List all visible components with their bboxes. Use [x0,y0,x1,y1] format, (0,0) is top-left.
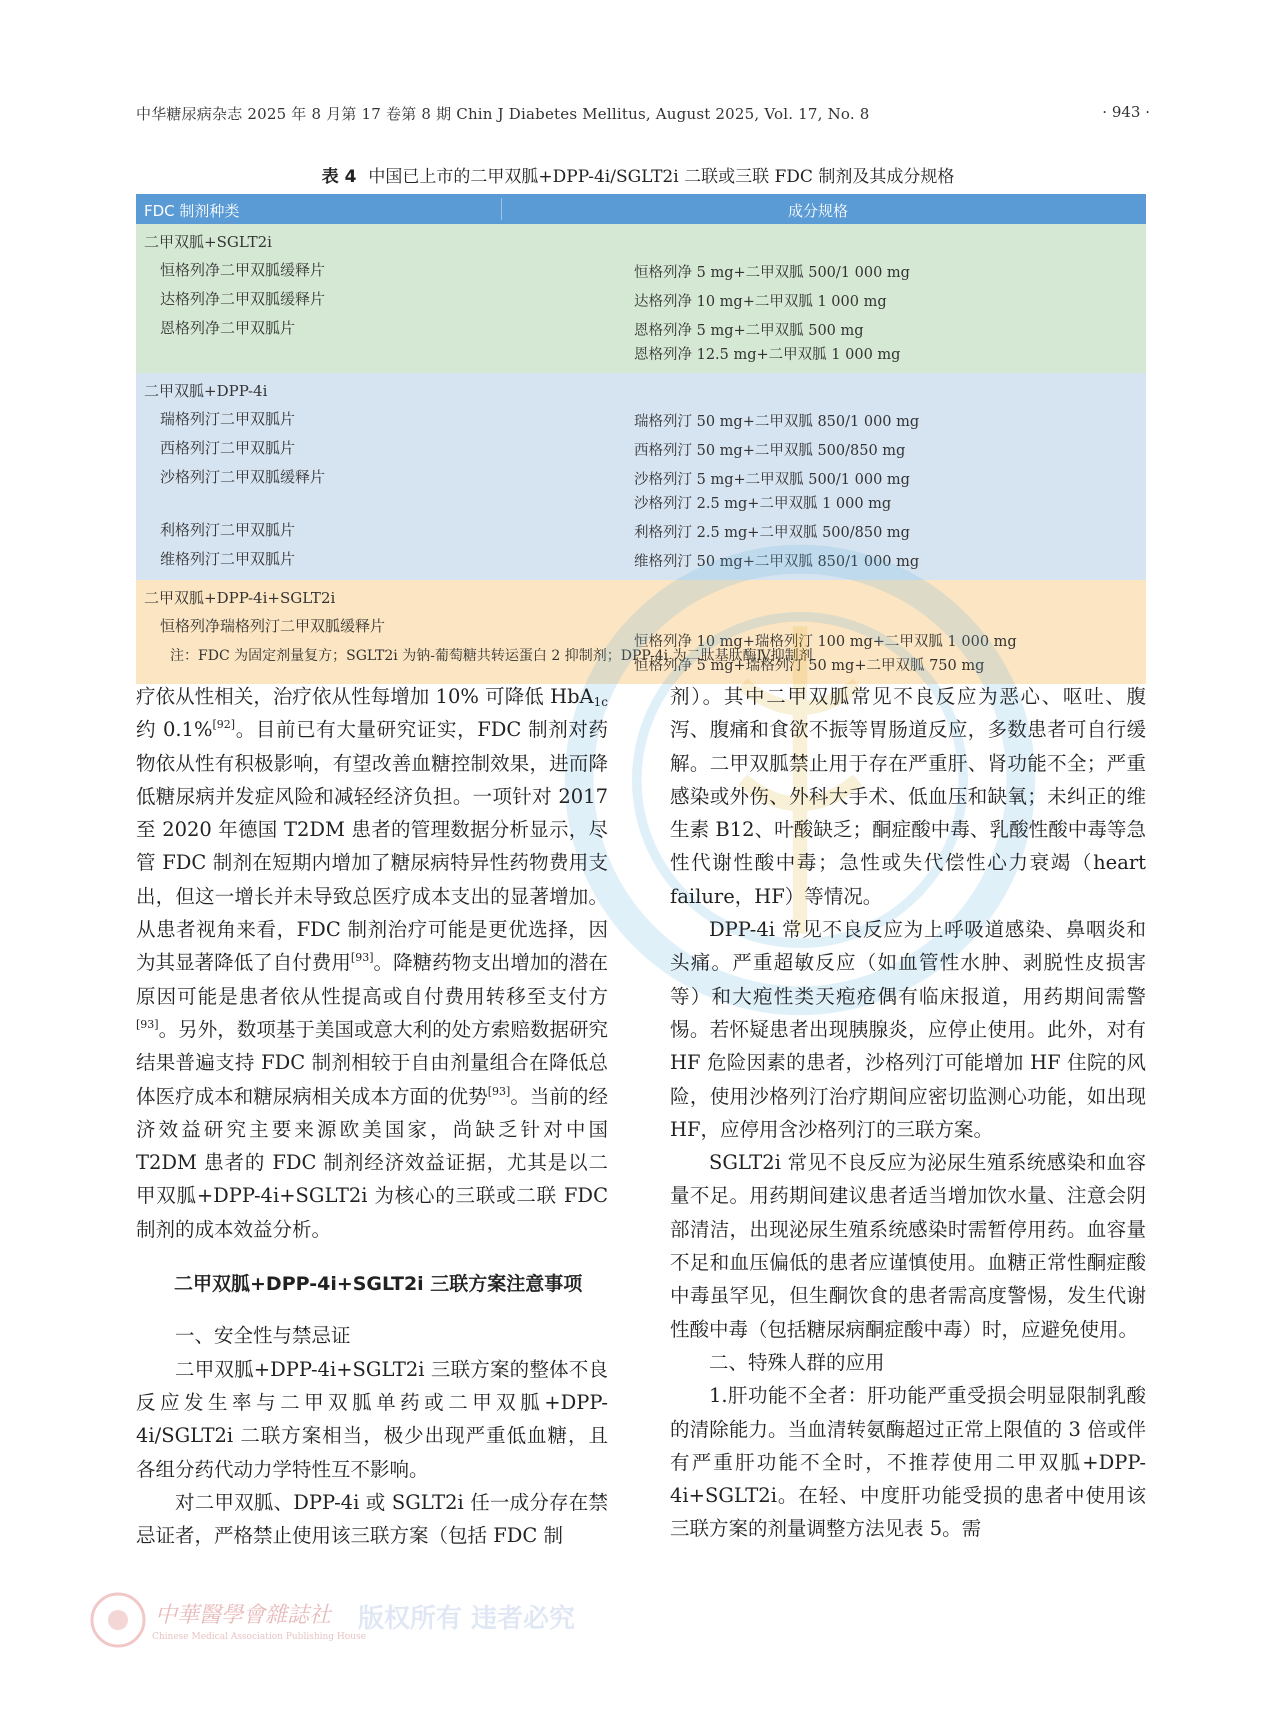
drug-name: 恒格列净二甲双胍缓释片 [160,261,326,279]
group-name: 二甲双胍+DPP-4i [144,382,268,400]
paragraph: 二甲双胍+DPP-4i+SGLT2i 三联方案的整体不良反应发生率与二甲双胍单药或二甲双胍+DPP-4i/SGLT2i 二联方案相当，极少出现严重低血糖，且各组分药代动力学特性互不影响。 [136,1357,608,1481]
table-row [136,405,1146,434]
paragraph: 疗依从性相关，治疗依从性每增加 10% 可降低 HbA$_{1c}$ 约 0.1%[92]。目前已有大量研究证实，FDC 制剂对药物依从性有积极影响，有望改善血糖控制效果，进而降低糖尿病并发症风险和减轻经济负担。一项针对 2017 至 2020 年德国 T2DM 患者的管理数据分析显示，尽管 FDC 制剂在短期内增加了糖尿病特异性药物费用支出，但这一增长并未导致总医疗成本支出的显著增加。从患者视角来看，FDC 制剂治疗可能是更优选择，因为其显著降低了自付费用[93]。降糖药物支出增加的潜在原因可能是患者依从性提高或自付费用转移至支付方[93]。另外，数项基于美国或意大利的处方索赔数据研究结果普遍支持 FDC 制剂相较于自由剂量组合在降低总体医疗成本和糖尿病相关成本方面的优势[93]。当前的经济效益研究主要来源欧美国家，尚缺乏针对中国 T2DM 患者的 FDC 制剂经济效益证据，尤其是以二甲双胍+DPP-4i+SGLT2i 为核心的三联或二联 FDC 制剂的成本效益分析。 [136,685,608,1241]
table-row [136,545,1146,574]
drug-name: 瑞格列汀二甲双胍片 [160,410,296,428]
paragraph: 对二甲双胍、DPP-4i 或 SGLT2i 任一成分存在禁忌证者，严格禁止使用该三联方案（包括 FDC 制 [136,1490,608,1548]
table-note: 注：FDC 为固定剂量复方；SGLT2i 为钠-葡萄糖共转运蛋白 2 抑制剂；DPP-4i 为二肽基肽酶Ⅳ抑制剂 [170,648,813,664]
subsection-heading: 一、安全性与禁忌证 [175,1324,351,1348]
drug-name: 利格列汀二甲双胍片 [160,521,296,539]
paragraph: SGLT2i 常见不良反应为泌尿生殖系统感染和血容量不足。用药期间建议患者适当增加饮水量、注意会阴部清洁，出现泌尿生殖系统感染时需暂停用药。血容量不足和血压偏低的患者应谨慎使用。血糖正常性酮症酸中毒虽罕见，但生酮饮食的患者需高度警惕，发生代谢性酸中毒（包括糖尿病酮症酸中毒）时，应避免使用。 [670,1151,1146,1341]
table-header-col2: 成分规格 [788,202,849,220]
spec: 达格列净 10 mg+二甲双胍 1 000 mg [634,294,887,310]
body-right-column [670,680,1146,1546]
table-caption [0,162,1276,187]
publisher-name-en: Chinese Medical Association Publishing House [152,1632,366,1642]
table-group-metformin-sglt2i [136,224,1146,373]
drug-name: 沙格列汀二甲双胍缓释片 [160,468,326,486]
table-header-row [136,194,1146,224]
spec: 恩格列净 5 mg+二甲双胍 500 mg [634,323,864,339]
citation-ref: [92] [212,718,236,732]
copyright-notice: 版权所有 违者必究 [358,1604,576,1634]
table-header-col1: FDC 制剂种类 [144,202,240,220]
citation-ref: [93] [136,1017,159,1031]
publisher-name: 中華醫學會雜誌社 [155,1603,332,1628]
spec: 瑞格列汀 50 mg+二甲双胍 850/1 000 mg [634,414,920,430]
table-group-triple [136,580,1146,684]
table-row [136,463,1146,516]
spec: 恒格列净 10 mg+瑞格列汀 100 mg+二甲双胍 1 000 mg [634,634,1017,650]
table-row [136,434,1146,463]
spec: 恒格列净 5 mg+瑞格列汀 50 mg+二甲双胍 750 mg [634,658,985,674]
page-number: · 943 · [1102,103,1150,121]
spec: 沙格列汀 5 mg+二甲双胍 500/1 000 mg [634,472,910,488]
paragraph: 剂）。其中二甲双胍常见不良反应为恶心、呕吐、腹泻、腹痛和食欲不振等胃肠道反应，多数患者可自行缓解。二甲双胍禁止用于存在严重肝、肾功能不全；严重感染或外伤、外科大手术、低血压和缺氧；未纠正的维生素 B12、叶酸缺乏；酮症酸中毒、乳酸性酸中毒等急性代谢性酸中毒；急性或失代偿性心力衰竭（heart failure，HF）等情况。 [670,685,1146,908]
spec: 沙格列汀 2.5 mg+二甲双胍 1 000 mg [634,496,892,512]
body-left-column [136,680,608,1552]
paragraph: 1.肝功能不全者：肝功能严重受损会明显限制乳酸的清除能力。当血清转氨酶超过正常上限值的 3 倍或伴有严重肝功能不全时，不推荐使用二甲双胍+DPP-4i+SGLT2i。在轻、中度肝功能受损的患者中使用该三联方案的剂量调整方法见表 5。需 [670,1384,1146,1541]
section-heading: 二甲双胍+DPP-4i+SGLT2i 三联方案注意事项 [174,1273,583,1296]
table-row [136,516,1146,545]
drug-name: 恒格列净瑞格列汀二甲双胍缓释片 [160,617,386,635]
citation-ref: [93] [350,951,374,965]
publisher-logo-icon [88,1590,148,1650]
spec: 利格列汀 2.5 mg+二甲双胍 500/850 mg [634,525,910,541]
journal-citation: 中华糖尿病杂志 2025 年 8 月第 17 卷第 8 期 Chin J Diabetes Mellitus, August 2025, Vol. 17, No. 8 [136,105,870,123]
table-label: 表 4 [321,167,357,187]
spec: 西格列汀 50 mg+二甲双胍 500/850 mg [634,443,906,459]
table-group-metformin-dpp4i [136,373,1146,580]
table-row [136,314,1146,367]
drug-name: 恩格列净二甲双胍片 [160,319,296,337]
drug-name: 维格列汀二甲双胍片 [160,550,296,568]
drug-name: 西格列汀二甲双胍片 [160,439,296,457]
group-name: 二甲双胍+DPP-4i+SGLT2i [144,589,336,607]
table-row [136,285,1146,314]
table-row [136,256,1146,285]
group-name: 二甲双胍+SGLT2i [144,233,272,251]
drug-name: 达格列净二甲双胍缓释片 [160,290,326,308]
spec: 维格列汀 50 mg+二甲双胍 850/1 000 mg [634,554,920,570]
fdc-table [136,194,1146,684]
spec: 恒格列净 5 mg+二甲双胍 500/1 000 mg [634,265,910,281]
subsection-heading: 二、特殊人群的应用 [709,1350,885,1374]
citation-ref: [93] [487,1084,511,1098]
running-header [136,103,1150,129]
table-title: 中国已上市的二甲双胍+DPP-4i/SGLT2i 二联或三联 FDC 制剂及其成分规格 [368,167,955,187]
header-divider [501,198,502,220]
spec: 恩格列净 12.5 mg+二甲双胍 1 000 mg [634,347,901,363]
paragraph: DPP-4i 常见不良反应为上呼吸道感染、鼻咽炎和头痛。严重超敏反应（如血管性水肿、剥脱性皮损害等）和大疱性类天疱疮偶有临床报道，用药期间需警惕。若怀疑患者出现胰腺炎，应停止使用。此外，对有 HF 危险因素的患者，沙格列汀可能增加 HF 住院的风险，使用沙格列汀治疗期间应密切监测心功能，如出现 HF，应停用含沙格列汀的三联方案。 [670,918,1146,1141]
